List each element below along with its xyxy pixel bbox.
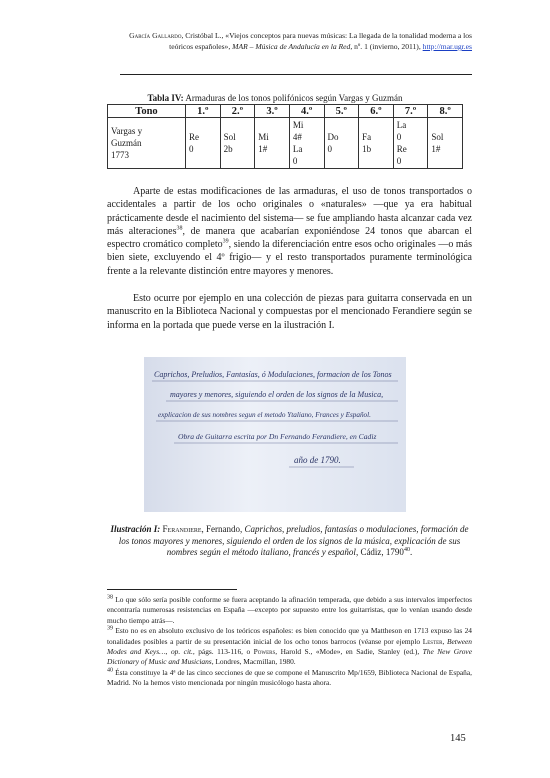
table-header-cell: 4.º bbox=[289, 105, 324, 118]
cell-signature: 1# bbox=[258, 144, 268, 154]
row-label-guzman: Guzmán bbox=[111, 138, 142, 148]
table-header-cell: 3.º bbox=[255, 105, 290, 118]
caption-author: Ferandiere bbox=[160, 524, 202, 534]
table-row bbox=[108, 118, 463, 169]
manuscript-line-2: mayores y menores, siguiendo el orden de los signos de la Musica, bbox=[170, 390, 384, 399]
cell-signature: 4# bbox=[292, 132, 302, 142]
row-label-year: 1773 bbox=[111, 150, 129, 160]
table-caption bbox=[0, 93, 550, 103]
footnote-text: Lo que sólo sería posible conforme se fuera aceptando la afinación temperada, que debido a sus intervalos imperfectos encontraría numerosas resistencias en España —excepto por supuesto entre los guitarristas, que lo venían usando desde mucho tiempo atrás—. bbox=[107, 595, 472, 625]
caption-end: . bbox=[409, 547, 413, 557]
table-header-cell: Tono bbox=[108, 105, 186, 118]
manuscript-line-4: Obra de Guitarra escrita por Dn Fernando Ferandiere, en Cadiz bbox=[178, 432, 377, 441]
table-header-cell: 1.º bbox=[186, 105, 221, 118]
footnote-38 bbox=[107, 595, 472, 626]
footnote-author: Powers bbox=[253, 647, 276, 657]
header-author: García Gallardo bbox=[129, 31, 182, 40]
paragraph-text: , de manera que acabarían exponiéndose 24 tonos que abarcan el espectro cromático completo bbox=[107, 225, 473, 251]
manuscript-illustration bbox=[144, 357, 406, 512]
cell-note: Do bbox=[327, 132, 339, 142]
caption-author-rest: , Fernando, bbox=[201, 524, 245, 534]
cell-note: La bbox=[292, 144, 303, 154]
caption-title: Caprichos, preludios, fantasías o modulaciones, formación de los tonos mayores y menores, siguiendo el orden de los signos de la música, explicación de sus nombres según el método italiano, francés y español bbox=[118, 524, 469, 557]
cell-note: Fa bbox=[362, 132, 372, 142]
body-paragraph-1 bbox=[107, 185, 472, 278]
header-issue: , nº. 1 (invierno, 2011), bbox=[350, 42, 423, 51]
illustration-caption bbox=[107, 524, 472, 559]
running-header bbox=[110, 30, 472, 52]
cell-note: Re bbox=[396, 144, 407, 154]
table-cell bbox=[428, 118, 463, 169]
footnote-text: , Londres, Macmillan, 1980. bbox=[211, 657, 296, 667]
body-paragraph-2 bbox=[107, 292, 472, 332]
cell-note: Sol bbox=[431, 132, 444, 142]
table-caption-text: Armaduras de los tonos polifónicos según Vargas y Guzmán bbox=[183, 93, 403, 103]
header-divider bbox=[120, 74, 472, 75]
table-cell bbox=[359, 118, 394, 169]
table-caption-label: Tabla IV: bbox=[147, 93, 184, 103]
cell-signature: 0 bbox=[327, 144, 332, 154]
header-link[interactable]: http://mar.ugr.es bbox=[422, 42, 472, 51]
table-row-label bbox=[108, 118, 186, 169]
caption-place: , Cádiz, 1790 bbox=[355, 547, 404, 557]
paragraph-text: , siendo la diferenciación entre esos ocho originales —o más bien siete, excluyendo el 4º frigio— y el resto transportados puramente terminológica frente a la relevante distinción entre mayores y menores. bbox=[107, 239, 472, 277]
armaduras-table bbox=[107, 104, 463, 169]
footnote-text: , Harold S., «Mode», en Sadie, Stanley (ed.), bbox=[275, 647, 423, 657]
page-number: 145 bbox=[450, 733, 466, 744]
paragraph-text: Esto ocurre por ejemplo en una colección de piezas para guitarra conservada en un manuscrito en la Biblioteca Nacional y compuestas por el mencionado Ferandiere según se informa en la portada que puede verse en la ilustración I. bbox=[107, 293, 472, 331]
footnote-number: 39 bbox=[107, 625, 113, 632]
footnote-ref-39[interactable]: 39 bbox=[222, 238, 229, 245]
table-cell bbox=[289, 118, 324, 169]
footnotes bbox=[107, 595, 472, 689]
cell-note: Re bbox=[189, 132, 199, 142]
manuscript-line-5: año de 1790. bbox=[294, 455, 341, 465]
table-header-cell: 6.º bbox=[359, 105, 394, 118]
cell-note: La bbox=[396, 120, 407, 130]
table-cell bbox=[393, 118, 428, 169]
cell-note: Mi bbox=[258, 132, 269, 142]
table-cell bbox=[186, 118, 221, 169]
manuscript-line-3: explicacion de sus nombres segun el metodo Ytaliano, Frances y Español. bbox=[158, 411, 371, 419]
footnote-number: 40 bbox=[107, 667, 113, 674]
cell-signature: 0 bbox=[189, 144, 194, 154]
table-header-cell: 7.º bbox=[393, 105, 428, 118]
footnote-39 bbox=[107, 626, 472, 668]
cell-signature: 0 bbox=[396, 132, 402, 142]
footnote-divider bbox=[107, 589, 237, 590]
footnote-text: , págs. 113-116, o bbox=[192, 647, 254, 657]
cell-signature: 0 bbox=[292, 156, 298, 166]
footnote-text: , bbox=[442, 636, 447, 646]
footnote-ref-38[interactable]: 38 bbox=[176, 225, 183, 232]
row-label-vargas: Vargas y bbox=[111, 126, 143, 136]
header-article: , Cristóbal L., «Viejos conceptos para nuevas músicas: La llegada de la tonalidad moderna a los teóricos españoles», bbox=[169, 31, 472, 51]
manuscript-image bbox=[144, 357, 406, 512]
cell-signature: 2b bbox=[223, 144, 233, 154]
header-journal: MAR – Música de Andalucía en la Red bbox=[232, 42, 351, 51]
table-header-cell: 2.º bbox=[220, 105, 255, 118]
table-header-cell: 5.º bbox=[324, 105, 359, 118]
footnote-title: Between Modes and Keys…, op. cit. bbox=[107, 636, 473, 657]
table-header-cell: 8.º bbox=[428, 105, 463, 118]
footnote-text: Esto no es en absoluto exclusivo de los teóricos españoles: es bien conocido que ya Mattheson en 1713 expuso las 24 tonalidades posibles a partir de su presentación inicial de los ocho tonos barrocos (véanse por ejemplo bbox=[107, 626, 472, 646]
footnote-number: 38 bbox=[107, 594, 113, 601]
footnote-ref-40[interactable]: 40 bbox=[403, 547, 410, 553]
footnote-author: Lester bbox=[422, 636, 443, 646]
footnote-40 bbox=[107, 668, 472, 689]
manuscript-line-1: Caprichos, Preludios, Fantasías, ó Modulaciones, formacion de los Tonos bbox=[154, 370, 392, 379]
cell-signature: 1b bbox=[362, 144, 372, 154]
cell-signature: 1# bbox=[431, 144, 441, 154]
cell-signature: 0 bbox=[396, 156, 402, 166]
table-cell bbox=[324, 118, 359, 169]
illustration-label: Ilustración I: bbox=[110, 524, 161, 534]
table-cell bbox=[255, 118, 290, 169]
cell-note: Mi bbox=[292, 120, 304, 130]
footnote-text: Ésta constituye la 4ª de las cinco secciones de que se compone el Manuscrito Mp/1659, Biblioteca Nacional de España, Madrid. No la hemos visto mencionada por ningún musicólogo hasta ahora. bbox=[107, 667, 472, 688]
table-cell bbox=[220, 118, 255, 169]
paragraph-text: Aparte de estas modificaciones de las armaduras, el uso de tonos transportados o accidentales a partir de los ocho originales o «naturales» —que ya era habitual prácticamente desde el nacimiento del sistema— se fue ampliando hasta alcanzar cada vez más alteraciones bbox=[107, 186, 472, 237]
table-header-row bbox=[108, 105, 463, 118]
cell-note: Sol bbox=[223, 132, 236, 142]
footnote-title: The New Grove Dictionary of Music and Musicians bbox=[107, 647, 472, 667]
